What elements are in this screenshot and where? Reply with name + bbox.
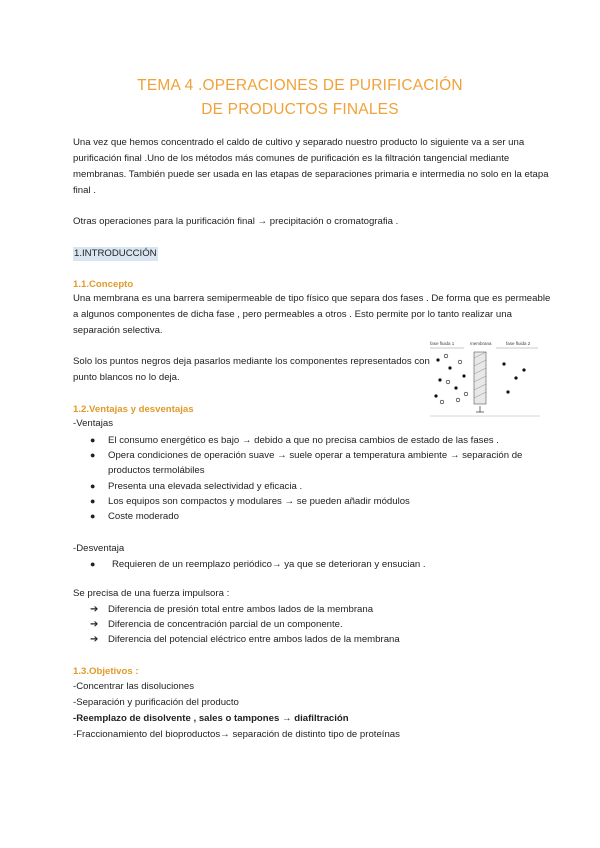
bullet-dot-icon: ● xyxy=(90,480,96,491)
subheading-ventajas: 1.2.Ventajas y desventajas xyxy=(73,404,194,415)
desventajas-list xyxy=(73,557,426,572)
list-item: ➔ Diferencia del potencial eléctrico entre ambos lados de la membrana xyxy=(73,632,400,647)
objetivo-item: -Fraccionamiento del bioproductos→ separación de distinto tipo de proteínas xyxy=(73,729,400,740)
arrow-right-icon: ➔ xyxy=(90,619,99,631)
bullet-dot-icon: ● xyxy=(90,511,96,522)
concepto-note-line-1: Solo los puntos negros deja pasarlos mediante los componentes representados con xyxy=(73,356,430,367)
list-item: ● Opera condiciones de operación suave → suele operar a temperatura ambiente → separación de xyxy=(73,448,522,463)
intro-line-1: Una vez que hemos concentrado el caldo de cultivo y separado nuestro producto lo siguiente va a ser una xyxy=(73,137,525,148)
bullet-dot-icon: ● xyxy=(90,495,96,506)
list-item: ● Los equipos son compactos y modulares → se pueden añadir módulos xyxy=(73,494,522,509)
arrow-right-icon: ➔ xyxy=(90,604,99,615)
concepto-line-1: Una membrana es una barrera semipermeable de tipo físico que separa dos fases . De forma que es permeable xyxy=(73,293,551,304)
fuerza-impulsora-list xyxy=(73,602,400,648)
list-item: ➔ Diferencia de concentración parcial de un componente. xyxy=(73,617,400,632)
objetivo-item: -Reemplazo de disolvente , sales o tampones → diafiltración xyxy=(73,713,349,724)
intro-line-4: final . xyxy=(73,185,96,196)
list-item: ● Presenta una elevada selectividad y eficacia . xyxy=(73,479,522,494)
fuerza-impulsora-label: Se precisa de una fuerza impulsora : xyxy=(73,588,230,599)
objetivo-item: -Separación y purificación del producto xyxy=(73,697,239,708)
list-item: ● Coste moderado xyxy=(73,509,522,524)
list-item: ➔ Diferencia de presión total entre ambos lados de la membrana xyxy=(73,602,400,617)
bullet-dot-icon: ● xyxy=(90,435,96,445)
diagram-label-membrana: membrana xyxy=(470,341,492,346)
list-item: ● El consumo energético es bajo → debido a que no precisa cambios de estado de las fases . xyxy=(73,433,522,448)
other-operations: Otras operaciones para la purificación final → precipitación o cromatografia . xyxy=(73,216,399,227)
ventajas-label: -Ventajas xyxy=(73,418,114,429)
bullet-dot-icon: ● xyxy=(90,559,96,569)
diagram-label-fase2: fase fluida 2 xyxy=(506,341,531,346)
page-title-line2: DE PRODUCTOS FINALES xyxy=(201,101,399,118)
section-heading-introduccion: 1.INTRODUCCIÓN xyxy=(74,248,157,259)
bullet-dot-icon: ● xyxy=(90,450,96,461)
arrow-right-icon: ➔ xyxy=(90,634,99,646)
list-item-continuation: productos termolábiles xyxy=(108,465,205,477)
list-item: ● Requieren de un reemplazo periódico→ ya que se deterioran y ensucian . xyxy=(73,557,426,572)
concepto-line-3: separación selectiva. xyxy=(73,325,163,336)
membrane-diagram xyxy=(428,338,540,418)
ventajas-list xyxy=(73,433,522,524)
concepto-line-2: a algunos componentes de dicha fase , pero permeables a otros . Esto permite por lo tanto realizar una xyxy=(73,309,512,320)
concepto-note-line-2: punto blancos no lo deja. xyxy=(73,372,180,383)
intro-line-3: membranas. También puede ser usada en las etapas de separaciones primaria e intermedia no solo en la etapa xyxy=(73,169,549,180)
desventajas-label: -Desventaja xyxy=(73,543,125,554)
subheading-objetivos: 1.3.Objetivos : xyxy=(73,666,139,677)
subheading-concepto: 1.1.Concepto xyxy=(73,279,134,290)
diagram-label-fase1: fase fluida 1 xyxy=(430,341,455,346)
intro-line-2: purificación final .Uno de los métodos más comunes de purificación es la filtración tangencial mediante xyxy=(73,153,510,164)
objetivo-item: -Concentrar las disoluciones xyxy=(73,681,195,692)
page-title-line1: TEMA 4 .OPERACIONES DE PURIFICACIÓN xyxy=(137,77,463,94)
membrane-barrier xyxy=(474,352,486,404)
